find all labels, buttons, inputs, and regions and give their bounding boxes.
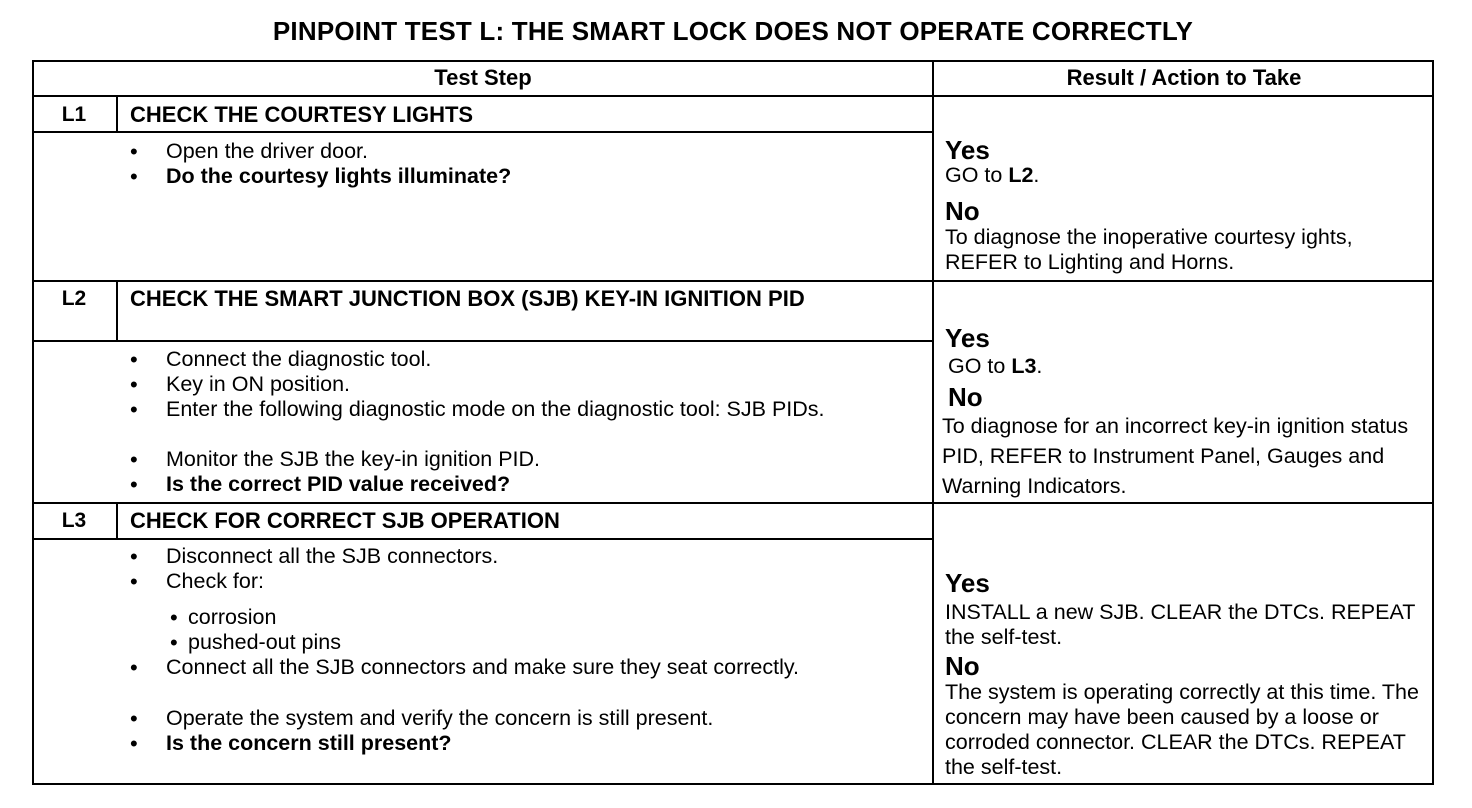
l3-title-divider (34, 538, 932, 540)
step-item: Check for: (166, 569, 264, 593)
bullet: • (170, 630, 178, 655)
step-title: CHECK THE SMART JUNCTION BOX (SJB) KEY-IN IGNITION PID (130, 286, 805, 311)
yes-label: Yes (945, 568, 990, 598)
step-question: Do the courtesy lights illuminate? (166, 164, 512, 188)
step-id-divider-l2 (116, 281, 118, 341)
bullet: • (130, 447, 138, 472)
step-id: L3 (61, 509, 87, 532)
bullet: • (130, 569, 138, 594)
step-id: L2 (61, 287, 87, 310)
no-label: No (945, 196, 980, 226)
header-result: Result / Action to Take (1066, 65, 1302, 90)
yes-label: Yes (945, 323, 990, 353)
step-id-divider-l1 (116, 96, 118, 132)
no-action: To diagnose the inoperative courtesy ights, REFER to Lighting and Horns. (945, 225, 1353, 274)
column-divider (932, 62, 934, 785)
bullet: • (130, 731, 138, 756)
step-item: Open the driver door. (166, 139, 368, 163)
step-item: Enter the following diagnostic mode on the diagnostic tool: SJB PIDs. (166, 397, 825, 421)
bullet: • (130, 164, 138, 189)
no-action: To diagnose for an incorrect key-in ignition status PID, REFER to Instrument Panel, Gauges and Warning Indicators. (942, 414, 1409, 498)
sub-item: pushed-out pins (188, 630, 341, 654)
pinpoint-test-table (32, 60, 1434, 785)
bullet: • (130, 139, 138, 164)
step-item: Monitor the SJB the key-in ignition PID. (166, 447, 541, 471)
step-question: Is the correct PID value received? (166, 472, 511, 496)
page-title: PINPOINT TEST L: THE SMART LOCK DOES NOT OPERATE CORRECTLY (272, 16, 1194, 46)
step-question: Is the concern still present? (166, 731, 452, 755)
step-title: CHECK THE COURTESY LIGHTS (130, 102, 474, 127)
step-id-divider-l3 (116, 503, 118, 539)
yes-action: INSTALL a new SJB. CLEAR the DTCs. REPEAT the self-test. (945, 600, 1415, 649)
l2-title-divider (34, 340, 932, 342)
step-item: Connect the diagnostic tool. (166, 347, 432, 371)
step-item: Connect all the SJB connectors and make sure they seat correctly. (166, 655, 799, 679)
step-item: Operate the system and verify the concern is still present. (166, 706, 714, 730)
bullet: • (130, 706, 138, 731)
step-item: Disconnect all the SJB connectors. (166, 544, 499, 568)
bullet: • (170, 605, 178, 630)
yes-action: GO to L3. (948, 354, 1043, 378)
yes-label: Yes (945, 135, 990, 165)
header-test-step: Test Step (434, 65, 532, 90)
bullet: • (130, 655, 138, 680)
header-divider (34, 95, 1434, 97)
bullet: • (130, 472, 138, 497)
step-id: L1 (61, 103, 87, 126)
l1-l2-divider (34, 280, 1434, 282)
l2-l3-divider (34, 502, 1434, 504)
no-action: The system is operating correctly at this time. The concern may have been caused by a loose or corroded connector. CLEAR the DTCs. REPEAT the self-test. (945, 680, 1419, 779)
bullet: • (130, 397, 138, 422)
bullet: • (130, 544, 138, 569)
no-label: No (945, 651, 980, 681)
sub-item: corrosion (188, 605, 277, 629)
bullet: • (130, 347, 138, 372)
yes-action: GO to L2. (945, 163, 1040, 187)
bullet: • (130, 372, 138, 397)
step-item: Key in ON position. (166, 372, 351, 396)
no-label: No (948, 382, 983, 412)
l1-title-divider (34, 131, 932, 133)
step-title: CHECK FOR CORRECT SJB OPERATION (130, 508, 560, 533)
